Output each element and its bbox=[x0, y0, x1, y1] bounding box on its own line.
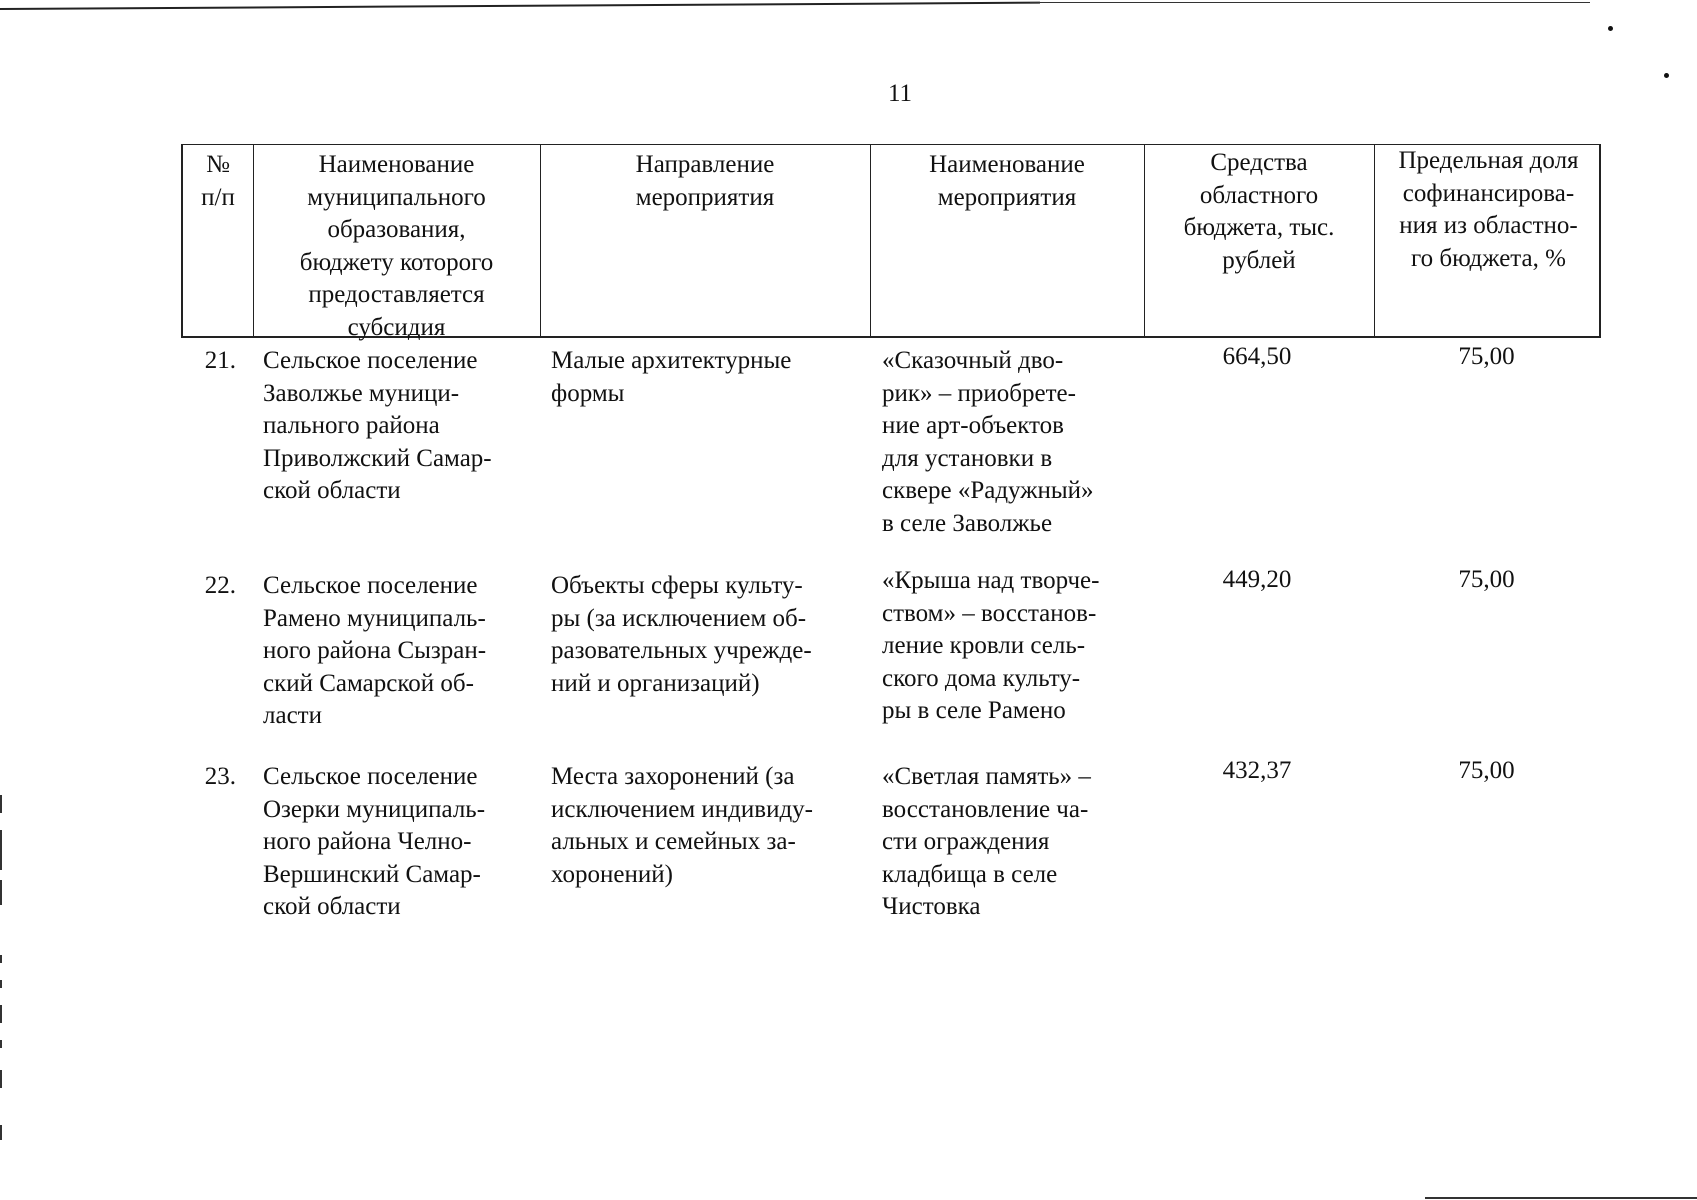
row-number: 21. bbox=[204, 347, 236, 374]
funds-cell: 432,37 bbox=[1222, 757, 1292, 784]
table-header bbox=[181, 144, 1601, 341]
header-municipality: Наименование муниципального образования, бюджету которого предоставляется субсидия bbox=[299, 151, 494, 341]
event-cell: «Сказочный дво- рик» – приобрете- ние арт-объектов для установки в сквере «Радужный» в селе Заволжье bbox=[882, 347, 1094, 537]
scan-edge-mark bbox=[0, 830, 2, 870]
scan-edge-mark bbox=[0, 1125, 2, 1140]
share-cell: 75,00 bbox=[1458, 757, 1515, 784]
event-cell: «Крыша над творче- ством» – восстанов- ление кровли сель- ского дома культу- ры в селе Рамено bbox=[882, 567, 1100, 724]
municipality-cell: Сельское поселение Рамено муниципаль- ного района Сызран- ский Самарской об- ласти bbox=[263, 572, 487, 729]
funds-cell: 449,20 bbox=[1222, 566, 1292, 593]
header-number: № п/п bbox=[201, 151, 235, 211]
share-cell: 75,00 bbox=[1458, 566, 1515, 593]
header-funds: Средства областного бюджета, тыс. рублей bbox=[1183, 149, 1335, 274]
scan-edge-line bbox=[0, 2, 1040, 10]
scan-edge-mark bbox=[0, 980, 2, 988]
municipality-cell: Сельское поселение Заволжье муници- пального района Приволжский Самар- ской области bbox=[263, 347, 492, 504]
header-direction: Направление мероприятия bbox=[635, 151, 775, 211]
scan-edge-mark bbox=[0, 1040, 2, 1048]
scan-speck bbox=[1608, 26, 1613, 31]
scan-edge-mark bbox=[0, 955, 2, 963]
scan-edge-line bbox=[1030, 2, 1590, 3]
event-cell: «Светлая память» – восстановление ча- сти ограждения кладбища в селе Чистовка bbox=[882, 763, 1091, 920]
municipality-cell: Сельское поселение Озерки муниципаль- ного района Челно- Вершинский Самар- ской области bbox=[263, 763, 486, 920]
scan-speck bbox=[1664, 73, 1669, 78]
scan-edge-mark bbox=[0, 795, 2, 813]
direction-cell: Малые архитектурные формы bbox=[551, 347, 792, 407]
scan-edge-mark bbox=[0, 1070, 2, 1088]
scan-edge-mark bbox=[0, 1005, 2, 1023]
scan-edge-line bbox=[1425, 1197, 1697, 1199]
row-number: 22. bbox=[204, 572, 236, 599]
share-cell: 75,00 bbox=[1458, 343, 1515, 370]
direction-cell: Объекты сферы культу- ры (за исключением об- разовательных учрежде- ний и организаций) bbox=[551, 572, 812, 697]
row-number: 23. bbox=[204, 763, 236, 790]
header-share: Предельная доля софинансирова- ния из областно- го бюджета, % bbox=[1398, 147, 1579, 272]
funds-cell: 664,50 bbox=[1222, 343, 1292, 370]
direction-cell: Места захоронений (за исключением индивиду- альных и семейных за- хоронений) bbox=[551, 763, 813, 888]
header-event: Наименование мероприятия bbox=[929, 151, 1085, 211]
scan-edge-mark bbox=[0, 880, 2, 905]
page-number: 11 bbox=[887, 80, 913, 107]
